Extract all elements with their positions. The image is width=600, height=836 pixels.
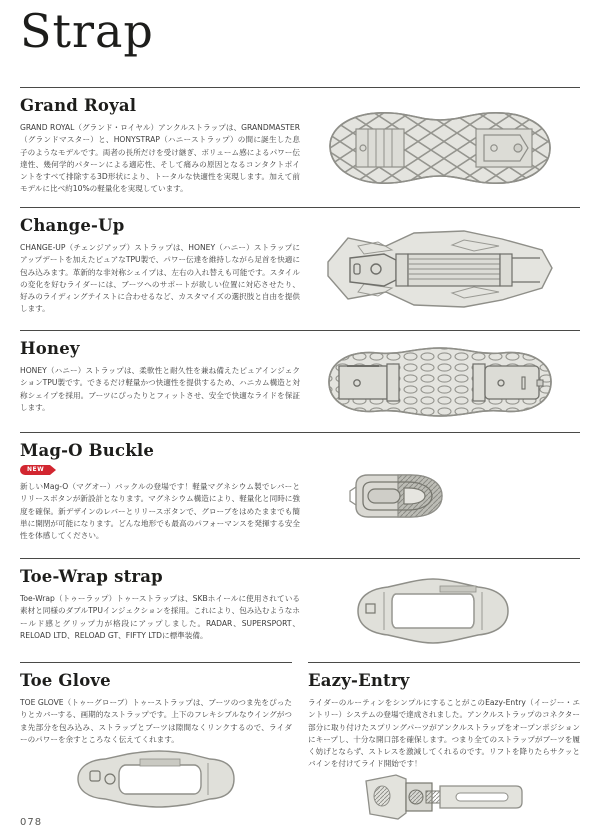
section-toe-glove <box>20 662 292 812</box>
change-up-illustration <box>300 208 580 330</box>
mag-o-buckle-illustration <box>300 433 580 558</box>
bottom-sections <box>20 662 580 812</box>
section-description-mag-o-buckle: 新しいMag-O（マグオー）バックルの登場です！軽量マグネシウム製でレバーとリリースボタンが新設計となります。マグネシウム構造により、軽量化と同時に強度を確保。新デザインのレバーとリリースボタンで、グローブをはめたままでも簡単に開閉が可能になります。どんな地形でも最高のパフォーマンスを発揮する安全性を体感してください。 <box>20 482 300 541</box>
masthead <box>20 0 580 87</box>
new-badge <box>20 465 300 475</box>
section-title-eazy-entry: Eazy-Entry <box>308 671 410 690</box>
section-description-change-up: CHANGE-UP（チェンジアップ）ストラップは、HONEY（ハニー）ストラップにアップデートを加えたピュアなTPU製で、パワー伝達を維持しながら足首を快適に包み込みます。革新的な非対称シェイプは、左右の入れ替えも可能です。スタイルの変化を好むライダーには、ブーツへのサポートが欲しい位置に対応させたり、好みのライディングテイストに合わせるなど、カスタマイズの選択肢と自由を提供します。 <box>20 243 300 314</box>
section-title-change-up: Change-Up <box>20 216 125 235</box>
section-description-toe-wrap: Toe-Wrap（トゥーラップ）トゥーストラップは、SKBホイールに使用されている素材と同様のダブルTPUインジェクションを採用。これにより、包み込むようなホールド感とグリップ力が格段にアップしました。RADAR、SUPERSPORT、RELOAD LTD、RELOAD GT、FIFTY LTDに標準装備。 <box>20 594 300 640</box>
section-honey <box>20 330 580 432</box>
section-eazy-entry <box>308 662 580 812</box>
new-badge-label: NEW <box>20 465 50 475</box>
page-number: 078 <box>20 817 43 828</box>
toe-glove-illustration <box>20 746 292 812</box>
section-toe-wrap <box>20 558 580 662</box>
section-grand-royal <box>20 87 580 207</box>
section-description-grand-royal: GRAND ROYAL（グランド・ロイヤル）アンクルストラップは、GRANDMASTER（グランドマスター）と、HONYSTRAP（ハニーストラップ）の間に誕生した息子のようなモデルです。両者の長所だけを受け継ぎ、ボリューム感によるパワー伝達性、幾何学的パターンによる適応性、そして痛みの原因となるコンタクトポイントをすべて排除する3D形状により、トータルな快適性を実現します。加えて前モデルに比べ約10%の軽量化を実現しています。 <box>20 123 300 194</box>
section-title-grand-royal: Grand Royal <box>20 96 137 115</box>
section-title-honey: Honey <box>20 339 80 358</box>
section-title-toe-glove: Toe Glove <box>20 671 111 690</box>
section-description-eazy-entry: ライダーのルーティンをシンプルにすることがこのEazy-Entry（イージー・エントリー）システムの登場で達成されました。アンクルストラップのコネクター部分に取り付けたスプリングパーツがアンクルストラップをオープンポジションにキープし、十分な開口部を確保します。つまり全てのストラップがブーツを履く妨げとならず、ストレスを激減してくれるのです。リフトを降りたらサクッとバインを付けてライド開始です！ <box>308 698 580 769</box>
section-description-honey: HONEY（ハニー）ストラップは、柔軟性と耐久性を兼ね備えたピュアインジェクションTPU製です。できるだけ軽量かつ快適性を提供するため、ハニカム構造と対称シェイプを採用。ブーツにぴったりとフィットさせ、安全で快適なライドを保証します。 <box>20 366 300 412</box>
eazy-entry-illustration <box>308 771 580 823</box>
section-mag-o-buckle <box>20 432 580 558</box>
section-title-toe-wrap: Toe-Wrap strap <box>20 567 163 586</box>
page-title: Strap <box>20 4 154 58</box>
honey-illustration <box>300 331 580 432</box>
section-change-up <box>20 207 580 330</box>
section-title-mag-o-buckle: Mag-O Buckle <box>20 441 155 460</box>
section-description-toe-glove: TOE GLOVE（トゥーグローブ）トゥーストラップは、ブーツのつま先をぴったりとカバーする、画期的なストラップです。上下のフレキシブルなウイングがつま先部分を包み込み、ストラップとブーツは隙間なくリンクするので、ライダーのパワーを余すところなく伝えてくれます。 <box>20 698 292 744</box>
grand-royal-illustration <box>300 88 580 207</box>
toe-wrap-illustration <box>300 559 580 662</box>
new-badge-arrow-icon <box>50 465 56 475</box>
